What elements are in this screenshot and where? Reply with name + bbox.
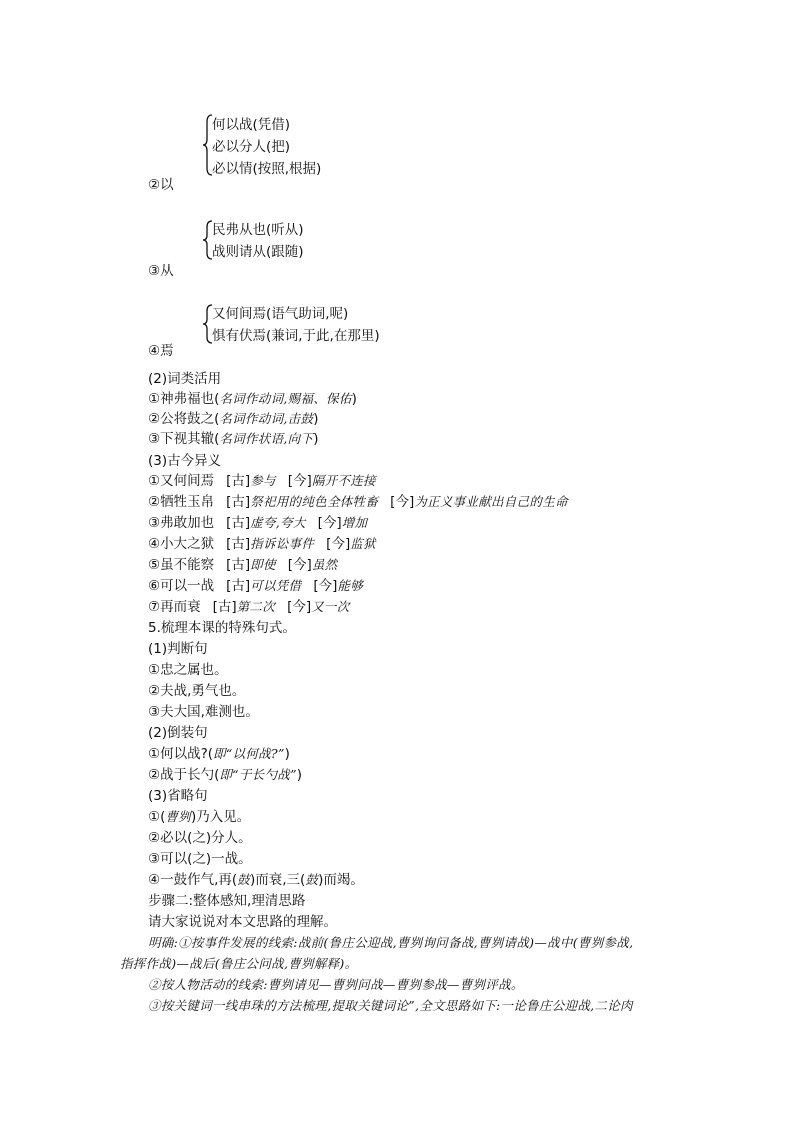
ancient-modern-row [148, 472, 376, 490]
gu-tag: [古] [226, 473, 251, 489]
yan-item-2: 惧有伏焉(兼词,于此,在那里) [212, 328, 380, 344]
gu-meaning: 第二次 [236, 599, 276, 614]
yi-label: ②以 [148, 177, 174, 193]
jin-tag: [今] [287, 599, 312, 615]
inverted-text: ②战于长勺( [148, 767, 220, 783]
jin-tag: [今] [313, 578, 338, 594]
yan-label: ④焉 [148, 343, 174, 359]
jin-meaning: 隔开不连接 [311, 473, 376, 488]
ancient-modern-heading: (3)古今异义 [148, 453, 222, 469]
brace-group-yan [203, 304, 207, 344]
judge-item: ①忠之属也。 [148, 662, 228, 678]
inverted-note: 即“于长勺战” [219, 767, 297, 782]
step2-prompt: 请大家说说对本文思路的理解。 [148, 914, 337, 930]
omitted-fill: 曹刿 [165, 809, 191, 824]
jin-tag: [今] [287, 557, 312, 573]
gu-meaning: 指诉讼事件 [250, 536, 315, 551]
omitted-text: ①( [148, 809, 166, 825]
gu-meaning: 即使 [250, 557, 276, 572]
jin-tag: [今] [326, 536, 351, 552]
phrase: ⑤虽不能察 [148, 557, 215, 573]
phrase: ①又何间焉 [148, 473, 215, 489]
jin-meaning: 为正义事业献出自己的生命 [414, 494, 568, 509]
cong-item-2: 战则请从(跟随) [212, 244, 304, 260]
special-sentences-heading: 5.梳理本课的特殊句式。 [148, 620, 296, 636]
word-class-item [148, 410, 319, 428]
step2-heading: 步骤二:整体感知,理清思路 [148, 893, 306, 909]
gu-tag: [古] [226, 536, 251, 552]
omitted-item [148, 871, 364, 889]
gu-tag: [古] [226, 557, 251, 573]
omitted-item: ②必以(之)分人。 [148, 830, 252, 846]
cong-item-1: 民弗从也(听从) [212, 222, 304, 238]
jin-tag: [今] [390, 494, 415, 510]
jin-meaning: 虽然 [311, 557, 338, 572]
yi-item-2: 必以分人(把) [212, 139, 291, 155]
judge-heading: (1)判断句 [148, 641, 208, 657]
word-class-item [148, 390, 357, 408]
gu-tag: [古] [226, 494, 251, 510]
inverted-heading: (2)倒装句 [148, 725, 208, 741]
omitted-text: )而竭。 [318, 872, 364, 888]
judge-item: ③夫大国,难测也。 [148, 704, 259, 720]
gu-tag: [古] [212, 599, 237, 615]
jin-meaning: 增加 [341, 515, 368, 530]
jin-tag: [今] [317, 515, 342, 531]
omitted-text: )乃入见。 [190, 809, 251, 825]
ancient-modern-row [148, 535, 376, 553]
judge-item: ②夫战,勇气也。 [148, 683, 246, 699]
gu-meaning: 参与 [250, 473, 276, 488]
inverted-item [148, 745, 290, 763]
ancient-modern-row [148, 514, 367, 532]
gu-tag: [古] [226, 515, 251, 531]
gu-meaning: 祭祀用的纯色全体牲畜 [250, 494, 379, 509]
yi-item-1: 何以战(凭借) [212, 117, 291, 133]
gu-meaning: 可以凭借 [250, 578, 302, 593]
omitted-text: )而衰,三( [249, 872, 306, 888]
close-paren: ) [284, 746, 290, 762]
phrase: ④小大之狱 [148, 536, 215, 552]
phrase: ⑦再而衰 [148, 599, 201, 615]
omitted-item: ③可以(之)一战。 [148, 851, 252, 867]
ancient-modern-row [148, 577, 363, 595]
jin-meaning: 监狱 [350, 536, 376, 551]
yi-item-3: 必以情(按照,根据) [212, 161, 322, 177]
word-class-phrase: ③下视其辙( [148, 431, 220, 447]
ancient-modern-row [148, 598, 350, 616]
step2-answer-line: ②按人物活动的线索:曹刿请见—曹刿问战—曹刿参战—曹刿评战。 [148, 977, 524, 992]
inverted-note: 即“以何战?” [213, 746, 285, 761]
cong-label: ③从 [148, 263, 174, 279]
brace-group-yi [203, 114, 207, 176]
ancient-modern-row [148, 493, 568, 511]
omitted-text: ④一鼓作气,再( [148, 872, 238, 888]
step2-answer-line: 指挥作战)—战后(鲁庄公问战,曹刿解释)。 [120, 956, 358, 971]
close-paren: ) [351, 391, 357, 407]
jin-meaning: 又一次 [311, 599, 350, 614]
brace-group-cong [203, 220, 207, 260]
word-class-heading: (2)词类活用 [148, 371, 222, 387]
word-class-note: 名词作动词,赐福、保佑 [219, 391, 352, 406]
inverted-item [148, 766, 302, 784]
phrase: ⑥可以一战 [148, 578, 215, 594]
word-class-item [148, 430, 319, 448]
close-paren: ) [313, 431, 319, 447]
jin-meaning: 能够 [337, 578, 364, 593]
omitted-fill: 鼓 [237, 872, 250, 887]
step2-answer-line: 明确:①按事件发展的线索:战前(鲁庄公迎战,曹刿询问备战,曹刿请战)—战中(曹刿参战, [148, 935, 634, 950]
gu-tag: [古] [226, 578, 251, 594]
word-class-phrase: ②公将鼓之( [148, 411, 220, 427]
phrase: ③弗敢加也 [148, 515, 215, 531]
step2-answer-line: ③按关键词一线串珠的方法梳理,提取关键词论”,全文思路如下:一论鲁庄公迎战,二论肉 [148, 998, 633, 1013]
word-class-phrase: ①神弗福也( [148, 391, 220, 407]
word-class-note: 名词作状语,向下 [219, 431, 314, 446]
jin-tag: [今] [287, 473, 312, 489]
omitted-fill: 鼓 [305, 872, 319, 887]
word-class-note: 名词作动词,击鼓 [219, 411, 314, 426]
gu-meaning: 虚夸,夸大 [250, 515, 306, 530]
ancient-modern-row [148, 556, 337, 574]
yan-item-1: 又何间焉(语气助词,呢) [212, 306, 349, 322]
phrase: ②牺牲玉帛 [148, 494, 215, 510]
inverted-text: ①何以战?( [148, 746, 214, 762]
close-paren: ) [313, 411, 319, 427]
close-paren: ) [296, 767, 303, 783]
omitted-item [148, 808, 250, 826]
omitted-heading: (3)省略句 [148, 788, 208, 804]
